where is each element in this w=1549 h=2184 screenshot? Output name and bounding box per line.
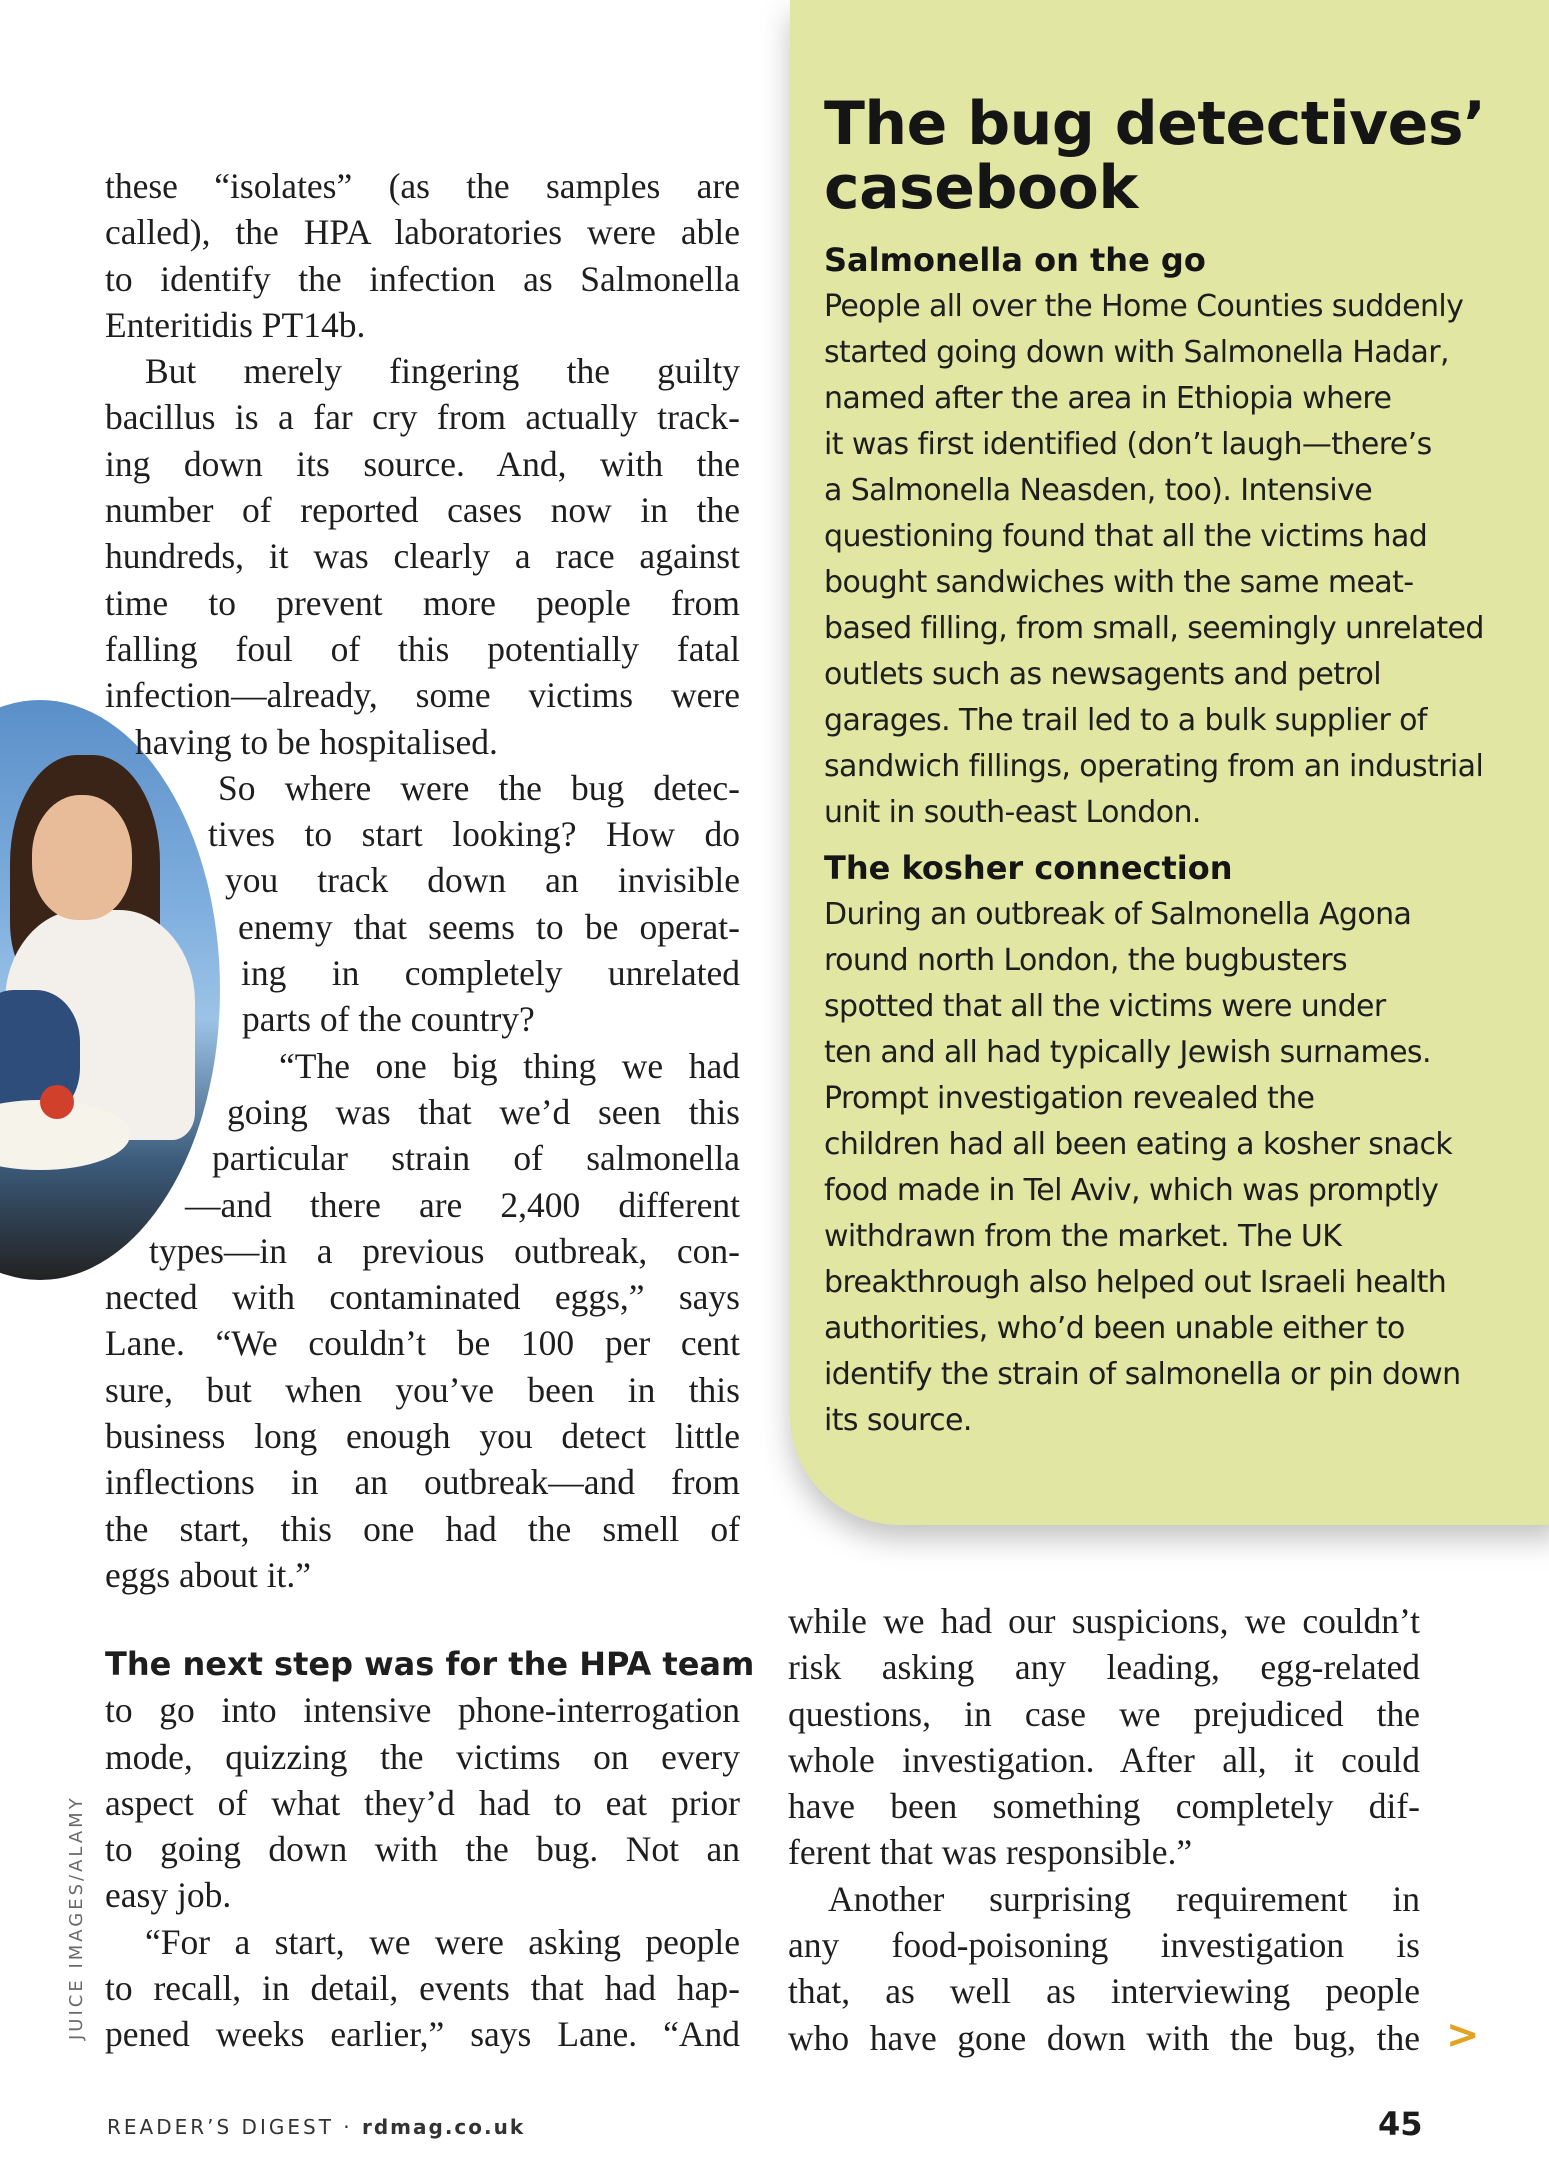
body-line: risk asking any leading, egg-related: [788, 1647, 1420, 1688]
sidebar-line: round north London, the bugbusters: [824, 943, 1348, 978]
body-line: to recall, in detail, events that had hap-: [105, 1968, 740, 2009]
sidebar-line: unit in south-east London.: [824, 795, 1201, 830]
body-line: mode, quizzing the victims on every: [105, 1736, 740, 1777]
sidebar-line: garages. The trail led to a bulk supplier of: [824, 703, 1427, 738]
footer-separator: ·: [343, 2115, 353, 2139]
sidebar-line: ten and all had typically Jewish surnames.: [824, 1035, 1431, 1070]
body-line: ing in completely unrelated: [241, 953, 740, 994]
body-line: ferent that was responsible.”: [788, 1832, 1193, 1873]
sidebar-line: a Salmonella Neasden, too). Intensive: [824, 473, 1373, 508]
body-line: called), the HPA laboratories were able: [105, 212, 740, 253]
body-line: falling foul of this potentially fatal: [105, 628, 740, 669]
body-line: that, as well as interviewing people: [788, 1971, 1420, 2012]
body-line: to go into intensive phone-interrogation: [105, 1690, 740, 1731]
body-line: any food-poisoning investigation is: [788, 1925, 1420, 1966]
body-line: enemy that seems to be operat-: [238, 906, 740, 947]
sidebar-line: it was first identified (don’t laugh—there’s: [824, 427, 1432, 462]
sidebar-line: questioning found that all the victims had: [824, 519, 1428, 554]
sidebar-line: outlets such as newsagents and petrol: [824, 657, 1381, 692]
body-line: But merely fingering the guilty: [145, 351, 740, 392]
sidebar-line: children had all been eating a kosher snack: [824, 1127, 1453, 1162]
sidebar-line: withdrawn from the market. The UK: [824, 1219, 1342, 1254]
body-line: going was that we’d seen this: [227, 1091, 740, 1132]
article-column-1-continued: [105, 1641, 755, 2058]
body-line: number of reported cases now in the: [105, 490, 740, 531]
body-line: while we had our suspicions, we couldn’t: [788, 1601, 1420, 1641]
body-line: types—in a previous outbreak, con-: [149, 1230, 740, 1271]
sidebar-heading-kosher-connection: The kosher connection: [824, 849, 1233, 887]
sidebar-section2-text: [824, 892, 1524, 1444]
body-line: Another surprising requirement in: [828, 1878, 1420, 1919]
body-line: “For a start, we were asking people: [145, 1921, 740, 1962]
photo-tomato: [40, 1085, 74, 1119]
sidebar-line: based filling, from small, seemingly unrelated: [824, 611, 1484, 646]
body-line: nected with contaminated eggs,” says: [105, 1277, 740, 1318]
body-line: ing down its source. And, with the: [105, 443, 740, 484]
runin-heading: The next step was for the HPA team: [105, 1645, 755, 1683]
sidebar-line: its source.: [824, 1403, 972, 1438]
body-line: tives to start looking? How do: [208, 814, 740, 855]
sidebar-title-line1: The bug detectives’: [824, 89, 1486, 159]
sidebar-line: authorities, who’d been unable either to: [824, 1311, 1405, 1346]
article-column-2: [788, 1598, 1420, 2061]
body-line: to identify the infection as Salmonella: [105, 258, 740, 299]
sidebar-title: [824, 89, 1524, 223]
body-line: the start, this one had the smell of: [105, 1508, 740, 1549]
body-line: hundreds, it was clearly a race against: [105, 536, 740, 577]
body-line: inflections in an outbreak—and from: [105, 1462, 740, 1503]
body-line: So where were the bug detec-: [218, 767, 740, 808]
body-line: —and there are 2,400 different: [185, 1184, 740, 1225]
body-line: aspect of what they’d had to eat prior: [105, 1782, 740, 1823]
body-line: who have gone down with the bug, the: [788, 2017, 1420, 2058]
body-line: having to be hospitalised.: [135, 721, 498, 762]
sidebar-title-line2: casebook: [824, 153, 1138, 223]
body-line: time to prevent more people from: [105, 582, 740, 623]
sidebar-section1-text: [824, 284, 1524, 836]
sidebar-line: bought sandwiches with the same meat-: [824, 565, 1414, 600]
sidebar-line: started going down with Salmonella Hadar,: [824, 335, 1449, 370]
body-line: eggs about it.”: [105, 1554, 312, 1595]
sidebar-box: [790, 0, 1549, 1525]
body-line: whole investigation. After all, it could: [788, 1739, 1420, 1780]
body-line: questions, in case we prejudiced the: [788, 1693, 1420, 1734]
article-column-1: [105, 163, 740, 1598]
continue-arrow-icon: >: [1446, 2012, 1480, 2058]
body-line: to going down with the bug. Not an: [105, 1829, 740, 1870]
sidebar-line: identify the strain of salmonella or pin down: [824, 1357, 1461, 1392]
publication-url: rdmag.co.uk: [361, 2115, 526, 2139]
sidebar-line: sandwich fillings, operating from an industrial: [824, 749, 1484, 784]
publication-name: READER’S DIGEST: [107, 2115, 334, 2139]
sidebar-line: breakthrough also helped out Israeli health: [824, 1265, 1447, 1300]
sidebar-line: During an outbreak of Salmonella Agona: [824, 897, 1412, 932]
body-line: particular strain of salmonella: [212, 1138, 740, 1179]
body-line: Enteritidis PT14b.: [105, 304, 366, 345]
body-line: business long enough you detect little: [105, 1416, 740, 1457]
body-line: have been something completely dif-: [788, 1786, 1420, 1827]
body-line: “The one big thing we had: [279, 1045, 740, 1086]
body-line: sure, but when you’ve been in this: [105, 1369, 740, 1410]
body-line: infection—already, some victims were: [105, 675, 740, 716]
page-number: 45: [1378, 2105, 1423, 2143]
body-line: bacillus is a far cry from actually track-: [105, 397, 740, 438]
photo-credit: JUICE IMAGES/ALAMY: [66, 1795, 87, 2040]
sidebar-line: Prompt investigation revealed the: [824, 1081, 1315, 1116]
sidebar-line: People all over the Home Counties suddenly: [824, 289, 1464, 324]
body-line: Lane. “We couldn’t be 100 per cent: [105, 1323, 740, 1364]
body-line: parts of the country?: [242, 999, 535, 1040]
sidebar-line: named after the area in Ethiopia where: [824, 381, 1392, 416]
sidebar-heading-salmonella-on-the-go: Salmonella on the go: [824, 241, 1206, 279]
body-line: easy job.: [105, 1875, 232, 1916]
sidebar-line: food made in Tel Aviv, which was promptly: [824, 1173, 1439, 1208]
footer-publication: [107, 2115, 525, 2139]
sidebar-line: spotted that all the victims were under: [824, 989, 1386, 1024]
body-line: you track down an invisible: [225, 860, 740, 901]
body-line: pened weeks earlier,” says Lane. “And: [105, 2014, 740, 2055]
body-line: these “isolates” (as the samples are: [105, 166, 740, 206]
